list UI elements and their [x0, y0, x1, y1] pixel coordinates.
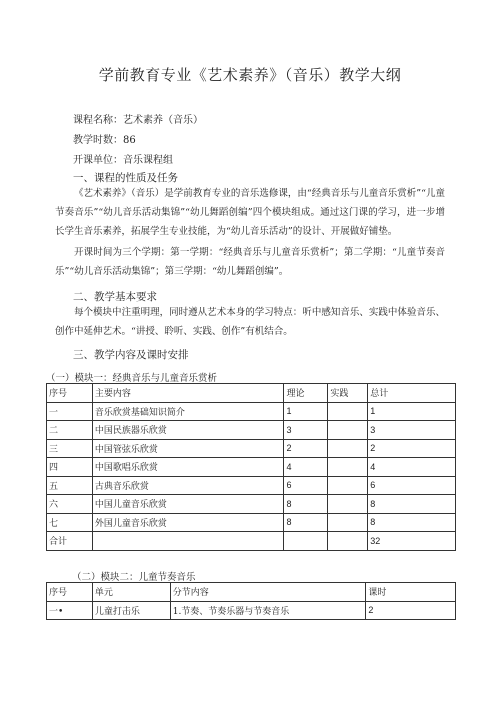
table-cell: 1 — [284, 402, 328, 421]
module-2-caption: （二）模块二：儿童节奏音乐 — [72, 572, 196, 583]
table-cell — [92, 532, 284, 551]
table-cell: 8 — [284, 513, 328, 532]
table-cell: 2 — [284, 439, 328, 458]
header-cell: 序号 — [47, 384, 93, 403]
table-cell: 中国儿童音乐欣赏 — [92, 495, 284, 514]
table-cell: 8 — [368, 495, 456, 514]
table-cell: 3 — [368, 421, 456, 440]
table-cell — [328, 402, 368, 421]
table-cell: 中国民族器乐欣赏 — [92, 421, 284, 440]
table-header-row — [47, 384, 456, 403]
table-cell: 中国歌唱乐欣赏 — [92, 458, 284, 477]
table-cell: 音乐欣赏基础知识简介 — [92, 402, 284, 421]
table-header-row — [47, 583, 456, 602]
table-cell: 2 — [366, 601, 456, 620]
table-cell — [328, 513, 368, 532]
table-cell: 一• — [47, 601, 93, 620]
table-cell: 合计 — [47, 532, 93, 551]
table-cell: 2 — [368, 439, 456, 458]
table-cell: 6 — [284, 476, 328, 495]
table-cell: 七 — [47, 513, 93, 532]
table-cell: 外国儿童音乐欣赏 — [92, 513, 284, 532]
table-cell — [328, 532, 368, 551]
header-cell: 总计 — [368, 384, 456, 403]
table-cell — [328, 495, 368, 514]
table-cell: 6 — [368, 476, 456, 495]
table-cell: 五 — [47, 476, 93, 495]
header-cell: 分节内容 — [170, 583, 366, 602]
module-2-table — [46, 582, 456, 620]
table-cell — [328, 421, 368, 440]
table-row — [47, 601, 456, 620]
table-cell: 三 — [47, 439, 93, 458]
section-2-heading: 二、教学基本要求 — [73, 291, 157, 303]
table-cell: 一 — [47, 402, 93, 421]
table-cell — [328, 476, 368, 495]
header-cell: 理论 — [284, 384, 328, 403]
header-cell: 序号 — [47, 583, 93, 602]
header-cell: 实践 — [328, 384, 368, 403]
table-row — [47, 402, 456, 421]
module-1-caption: （一）模块一：经典音乐与儿童音乐赏析 — [46, 373, 218, 384]
table-cell: 8 — [368, 513, 456, 532]
course-name: 课程名称：艺术素养（音乐） — [73, 115, 203, 126]
table-row — [47, 421, 456, 440]
table-cell: 1 — [368, 402, 456, 421]
table-cell: 4 — [368, 458, 456, 477]
teaching-hours: 教学时数：86 — [73, 135, 136, 146]
header-cell: 单元 — [92, 583, 170, 602]
table-cell: 3 — [284, 421, 328, 440]
table-cell: 8 — [284, 495, 328, 514]
table-cell: 32 — [368, 532, 456, 551]
table-row — [47, 513, 456, 532]
header-cell: 课时 — [366, 583, 456, 602]
table-cell: 四 — [47, 458, 93, 477]
section-2-paragraph: 每个模块中注重明理，同时遵从艺术本身的学习特点：听中感知音乐、实践中体验音乐、创作中延伸艺术。“讲授、聆听、实践、创作”有机结合。 — [55, 307, 445, 337]
table-cell: 古典音乐欣赏 — [92, 476, 284, 495]
table-cell: 1.节奏、节奏乐器与节奏音乐 — [170, 601, 366, 620]
table-cell: 儿童打击乐 — [92, 601, 170, 620]
section-1-paragraph-1: 《艺术素养》（音乐）是学前教育专业的音乐选修课，由“经典音乐与儿童音乐赏析”“儿童节奏音乐”“幼儿音乐活动集锦”“幼儿舞蹈创编”四个模块组成。通过这门课的学习，进一步增长学生音乐素养，拓展学生专业技能，为“幼儿音乐活动”的设计、开展做好铺垫。 — [55, 188, 445, 237]
section-1-paragraph-2: 开课时间为三个学期：第一学期：“经典音乐与儿童音乐赏析”；第二学期：“儿童节奏音乐”“幼儿音乐活动集锦”；第三学期：“幼儿舞蹈创编”。 — [55, 247, 445, 277]
table-row — [47, 439, 456, 458]
offering-unit: 开课单位：音乐课程组 — [73, 155, 173, 166]
table-cell — [328, 458, 368, 477]
section-3-heading: 三、教学内容及课时安排 — [73, 349, 189, 361]
table-row — [47, 532, 456, 551]
table-row — [47, 476, 456, 495]
table-cell: 4 — [284, 458, 328, 477]
table-cell: 中国管弦乐欣赏 — [92, 439, 284, 458]
section-1-heading: 一、课程的性质及任务 — [73, 172, 178, 184]
table-cell: 六 — [47, 495, 93, 514]
page-title: 学前教育专业《艺术素养》（音乐）教学大纲 — [98, 66, 402, 84]
module-1-table — [46, 383, 456, 551]
table-cell — [284, 532, 328, 551]
table-row — [47, 495, 456, 514]
table-row — [47, 458, 456, 477]
table-cell — [328, 439, 368, 458]
header-cell: 主要内容 — [92, 384, 284, 403]
table-cell: 二 — [47, 421, 93, 440]
